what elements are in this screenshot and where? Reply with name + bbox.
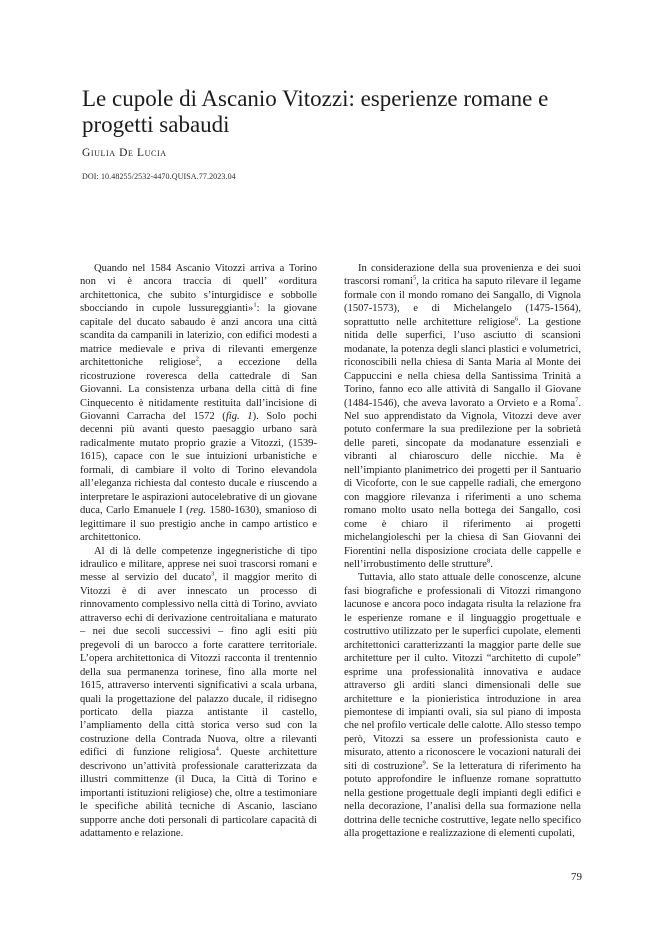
text-run: : la giovane capitale del ducato sabaudo è anzi ancora una città scandita da campanili in laterizio, con edifici modesti a matrice medievale e priva di rilevanti emergenze architettoniche religiose — [80, 303, 318, 369]
text-run: 1580-1630), smanioso di legittimare il suo prestigio anche in campo artistico e architettonico. — [80, 505, 317, 544]
text-column-left — [80, 262, 317, 840]
italic-text: reg. — [189, 505, 207, 517]
text-run: Al di là delle competenze ingegneristiche di tipo idraulico e militare, apprese nei suoi trascorsi romani e messe al servizio del ducato — [80, 545, 317, 584]
paragraph — [80, 262, 317, 545]
italic-text: fig. 1 — [225, 410, 253, 422]
paragraph — [80, 545, 317, 841]
text-run: . Nel suo apprendistato da Vignola, Vitozzi deve aver potuto confermare la sua predilezione per la sobrietà delle pareti, sincopate da modanature essenziali e vibranti al chiaroscuro delle nicchie. Ma è nell’impianto planimetrico dei progetti per il Santuario di Vicoforte, con le sue cappelle radiali, che emergono con maggiore rilevanza i riferimenti a uno schema romano molto usato nella bottega dei Sangallo, così come è chiaro il riferimento ai progetti michelangioleschi per la chiesa di San Giovanni dei Fiorentini nella disposizione crociata delle cappelle e nell’irrobustimento delle strutture — [344, 397, 581, 570]
footnote-ref: 5 — [412, 274, 417, 282]
paragraph — [344, 571, 581, 840]
text-run: . Se la letteratura di riferimento ha potuto approfondire le influenze romane soprattutto nella gestione progettuale degli impianti degli edifici e nella decorazione, l’analisi della sua formazione nella dottrina delle tecniche costruttive, legate nello specifico alla progettazione e realizzazione di elementi cupolati, — [344, 760, 581, 840]
text-run: , la critica ha saputo rilevare il legame formale con il mondo romano dei Sangallo, di Vignola (1507-1573), e di Michelangelo (1475-1564), soprattutto nelle architetture religiose — [344, 276, 582, 328]
footnote-ref: 7 — [575, 396, 579, 403]
footnote-ref: 9 — [422, 759, 426, 767]
author-name: Giulia De Lucia — [82, 147, 167, 159]
paragraph — [344, 262, 581, 571]
footnote-ref: 2 — [195, 355, 199, 363]
text-run: . Queste architetture descrivono un’attività professionale caratterizzata da illustri committenze (il Duca, la Città di Torino e importanti istituzioni religiose) che, oltre a testimoniare le specifiche abilità tecniche di Ascanio, lasciano supporre anche doti personali di particolare capacità di adattamento e relazione. — [80, 747, 317, 840]
text-run: ). Solo pochi decenni più avanti questo paesaggio urbano sarà radicalmente mutato proprio grazie a Vitozzi, (1539-1615), capace con le sue intuizioni urbanistiche e formali, di cambiare il volto di Torino elevandola all’eleganza richiesta dal contesto ducale e riuscendo a interpretare le aspirazioni autocelebrative di un giovane duca, Carlo Emanuele I ( — [80, 410, 317, 517]
footnote-ref: 8 — [486, 557, 491, 565]
text-run: Tuttavia, allo stato attuale delle conoscenze, alcune fasi biografiche e professionali di Vitozzi rimangono lacunose e ancora poco indagata risulta la relazione fra le esperienze romane e il linguaggio progettuale e costruttivo utilizzato per le superfici cupolate, elementi architettonici caratterizzanti la maggior parte delle sue architetture per il culto. Vitozzi “architetto di cupole” esprime una professionalità innovativa e audace attraverso gli arditi slanci dimensionali delle sue architetture e la pionieristica introduzione in area piemontese di impianti ovali, sia sul piano di imposta che nel profilo verticale delle calotte. Allo stesso tempo però, Vitozzi sa essere un professionista cauto e misurato, attento a riconoscere le vocazioni naturali dei siti di costruzione — [344, 572, 581, 772]
doi-line: DOI: 10.48255/2532-4470.QUISA.77.2023.04 — [82, 172, 236, 181]
footnote-ref: 3 — [211, 570, 215, 578]
footnote-ref: 6 — [515, 315, 519, 323]
text-run: Quando nel 1584 Ascanio Vitozzi arriva a Torino non vi è ancora traccia di quell’ «orditura architettonica, che subito s’inturgidisce e sobbolle sbocciando in cupole lussureggianti» — [80, 263, 317, 315]
footnote-ref: 4 — [215, 745, 219, 753]
text-run: , a eccezione della ricostruzione roveresca della cattedrale di San Giovanni. La consistenza urbana della città di fine Cinquecento è nitidamente restituita dall’incisione di Giovanni Carracha del 1572 ( — [80, 357, 317, 422]
text-run: , il maggior merito di Vitozzi è di aver innescato un processo di rinnovamento complessivo nella città di Torino, avviato attraverso echi di derivazione centroitaliana e maturato – nei due secoli successivi – fino agli esiti più pregevoli di un barocco a forte carattere territoriale. L’opera architettonica di Vitozzi racconta il trentennio della sua permanenza torinese, fino alla morte nel 1615, attraverso interventi significativi a scala urbana, quali la progettazione del palazzo ducale, il ridisegno porticato della piazza antistante il castello, l’ampliamento della città storica verso sud con la costruzione della Contrada Nuova, oltre a rilevanti edifici di funzione religiosa — [80, 572, 318, 759]
text-run: In considerazione della sua provenienza e dei suoi trascorsi romani — [344, 263, 581, 288]
text-run: . La gestione nitida delle superfici, l’uso asciutto di scansioni modanate, la potenza degli slanci plastici e volumetrici, riconoscibili nella chiesa di Santa Maria al Monte dei Cappuccini e nella chiesa della Santissima Trinità a Torino, fanno eco alle attività di Sangallo il Giovane (1484-1546), che aveva lavorato a Orvieto e a Roma — [344, 316, 581, 409]
text-column-right — [344, 262, 581, 840]
page-number: 79 — [571, 871, 582, 883]
text-run: . — [490, 558, 493, 570]
article-title: Le cupole di Ascanio Vitozzi: esperienze romane e progetti sabaudi — [82, 86, 549, 137]
footnote-ref: 1 — [253, 301, 257, 309]
